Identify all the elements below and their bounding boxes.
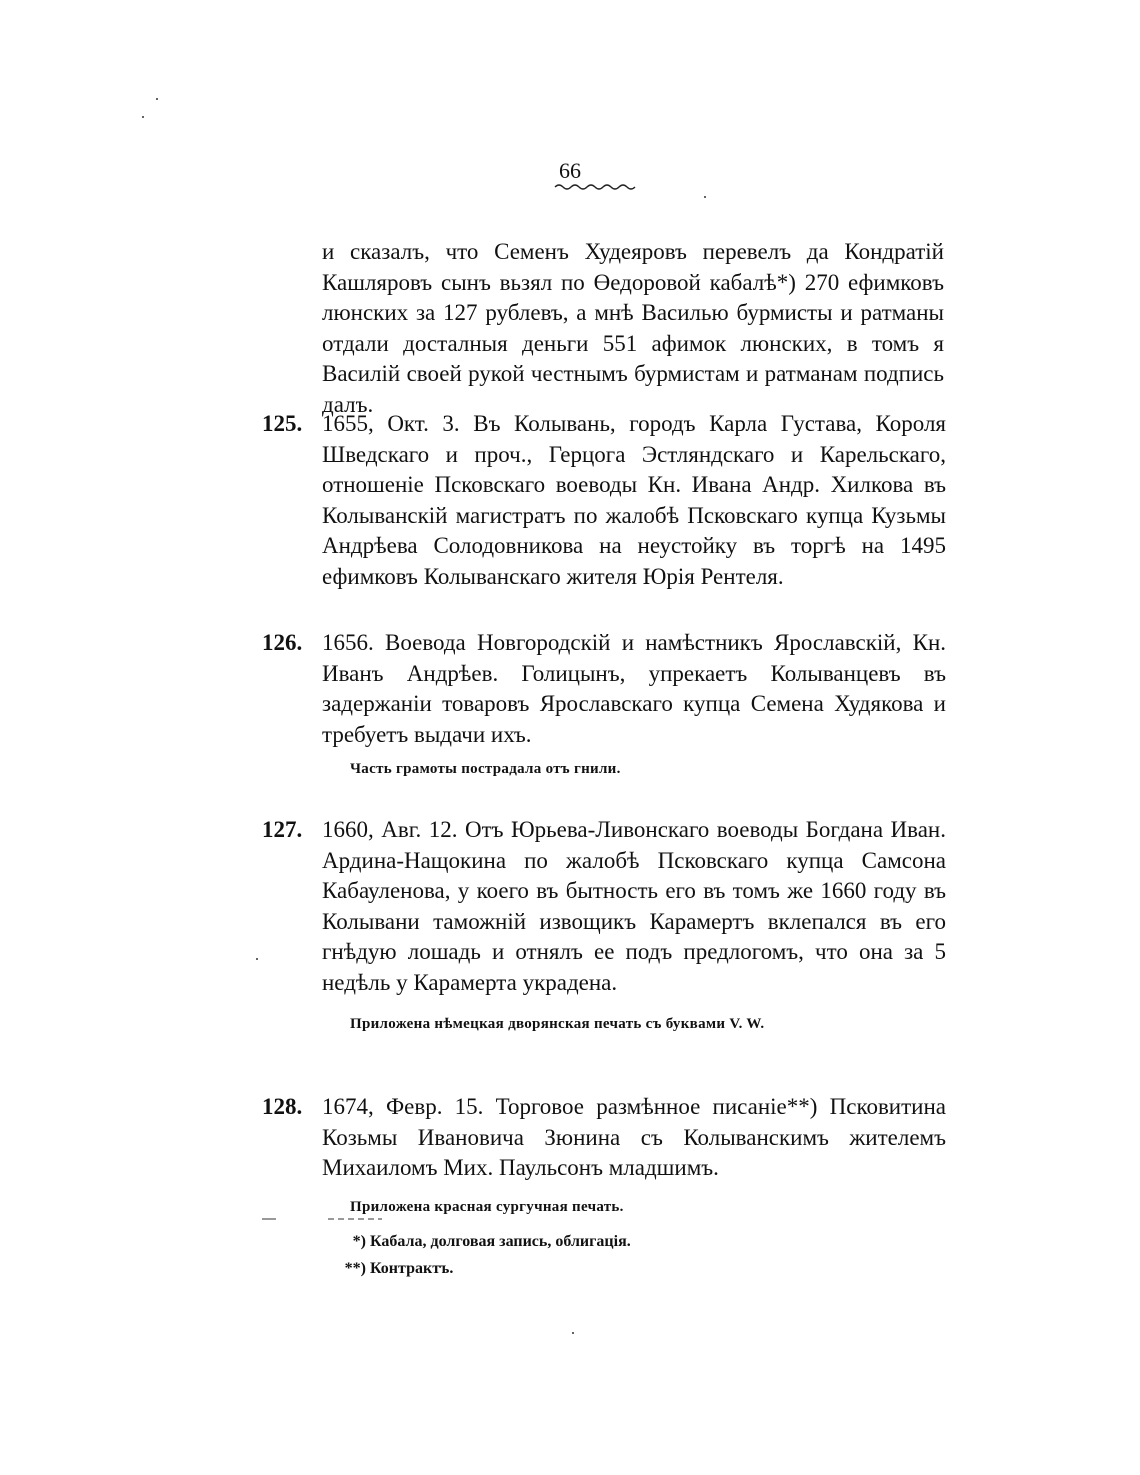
- footnote-text: Кабала, долговая запись, облигація.: [370, 1233, 631, 1250]
- page-number-ornament: [553, 181, 637, 191]
- scan-speck: [142, 116, 144, 118]
- page-number: 66: [559, 158, 581, 183]
- continuation-paragraph: и сказалъ, что Семенъ Худеяровъ перевелъ да Кондратій Кашляровъ сынъ вьзял по Өедоровой кабалѣ*) 270 ефимковъ люнских за 127 рублевъ, а мнѣ Василью бурмисты и ратманы отдали досталныя деньги 551 афимок люнских, в томъ я Василій своей рукой честнымъ бурмистам и ратманам подпись далъ.: [322, 239, 944, 417]
- entry-number: 126.: [262, 630, 303, 655]
- footnote-item: [330, 1228, 631, 1255]
- footnote-text: Контрактъ.: [370, 1260, 454, 1277]
- scan-speck: [256, 958, 258, 960]
- entry-number: 127.: [262, 817, 303, 842]
- entry-number: 128.: [262, 1094, 303, 1119]
- footnote-item: [330, 1255, 631, 1282]
- entry-text: 1674, Февр. 15. Торговое размѣнное писаніе**) Псковитина Козьмы Ивановича Зюнина съ Колыванскимъ жителемъ Михаиломъ Мих. Паульсонъ младшимъ.: [322, 1094, 946, 1181]
- document-entry-128: [262, 1092, 946, 1222]
- entry-note: Приложена красная сургучная печать.: [350, 1198, 624, 1215]
- entry-number: 125.: [262, 411, 303, 436]
- document-entry-125: [262, 409, 946, 593]
- scan-speck: [704, 196, 706, 198]
- footnotes: [330, 1228, 631, 1282]
- footnote-mark: *): [352, 1233, 366, 1250]
- scan-speck: [156, 98, 158, 100]
- document-entry-126: [262, 628, 946, 785]
- document-entry-127: [262, 815, 946, 1039]
- entry-text: 1655, Окт. 3. Въ Колывань, городъ Карла Густава, Короля Шведскаго и проч., Герцога Эстляндскаго и Карельскаго, отношеніе Псковскаго воеводы Кн. Ивана Андр. Хилкова въ Колыванскій магистратъ по жалобѣ Псковскаго купца Кузьмы Андрѣева Солодовникова на неустойку въ торгѣ на 1495 ефимковъ Колыванскаго жителя Юрія Рентеля.: [322, 411, 946, 589]
- footnote-separator: [262, 1218, 382, 1220]
- entry-note: Приложена нѣмецкая дворянская печать съ буквами V. W.: [350, 1015, 765, 1032]
- footnote-mark: **): [344, 1260, 366, 1277]
- entry-note: Часть грамоты пострадала отъ гнили.: [350, 761, 621, 778]
- scan-speck: [572, 1332, 574, 1334]
- entry-text: 1656. Воевода Новгородскій и намѣстникъ Ярославскій, Кн. Иванъ Андрѣев. Голицынъ, упрекаетъ Колыванцевъ въ задержаніи товаровъ Ярославскаго купца Семена Худякова и требуетъ выдачи ихъ.: [322, 630, 946, 747]
- entry-text: 1660, Авг. 12. Отъ Юрьева-Ливонскаго воеводы Богдана Иван. Ардина-Нащокина по жалобѣ Псковскаго купца Самсона Кабауленова, у коего въ бытность его въ томъ же 1660 году въ Колывани таможній извощикъ Карамертъ вклепался въ его гнѣдую лошадь и отнялъ ее подъ предлогомъ, что она за 5 недѣль у Карамерта украдена.: [322, 817, 946, 995]
